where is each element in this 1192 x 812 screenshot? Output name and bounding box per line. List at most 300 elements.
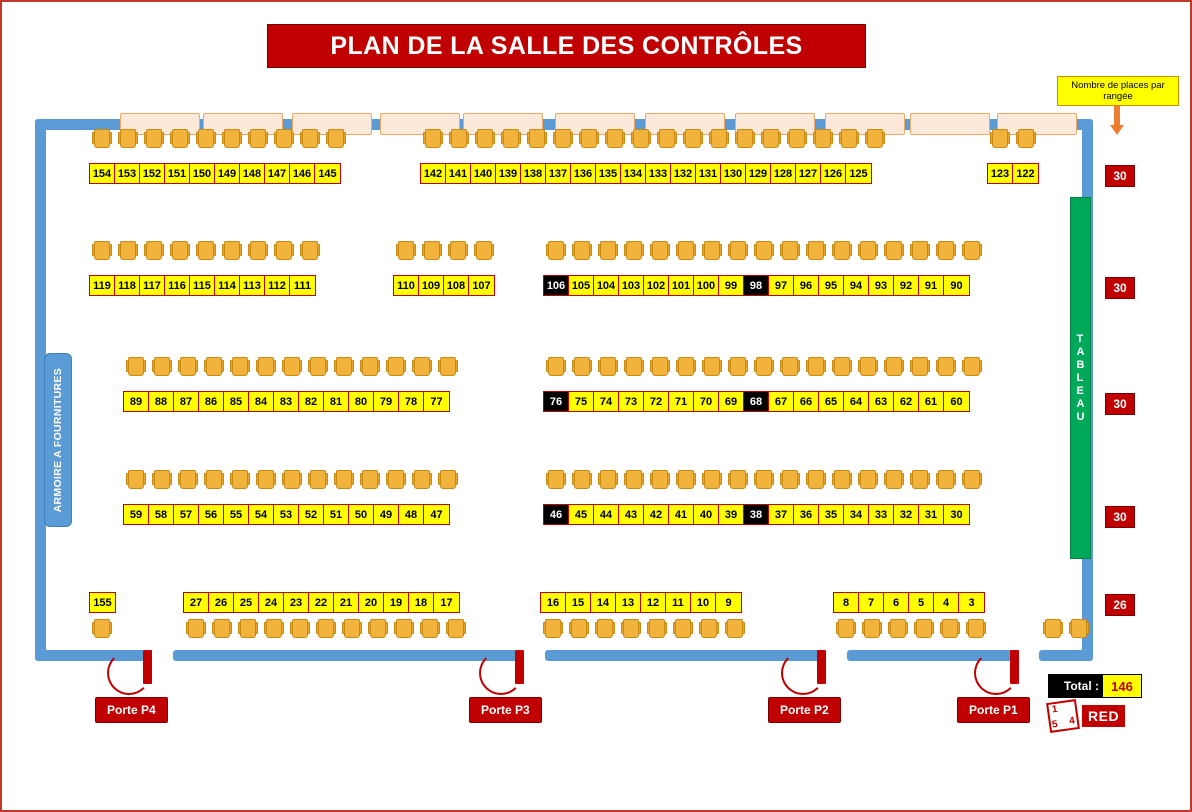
seat-number[interactable]: 117	[140, 276, 165, 295]
chair-icon	[600, 470, 616, 489]
seat-number[interactable]: 61	[919, 392, 944, 411]
seat-number[interactable]: 3	[959, 593, 984, 612]
chair-icon	[414, 357, 430, 376]
chair-icon	[258, 470, 274, 489]
chair-icon	[451, 129, 467, 148]
seat-number[interactable]: 132	[671, 164, 696, 183]
chair-icon	[548, 357, 564, 376]
chair-icon	[328, 129, 344, 148]
seat-number[interactable]: 50	[349, 505, 374, 524]
chair-icon	[992, 129, 1008, 148]
chair-icon	[938, 241, 954, 260]
seat-number[interactable]: 150	[190, 164, 215, 183]
room-area	[35, 119, 1093, 661]
seat-number[interactable]: 104	[594, 276, 619, 295]
seat-number[interactable]: 38	[744, 505, 769, 524]
seat-number[interactable]: 12	[641, 593, 666, 612]
chair-icon	[555, 129, 571, 148]
seat-number[interactable]: 17	[434, 593, 459, 612]
seat-number[interactable]: 78	[399, 392, 424, 411]
chair-icon	[344, 619, 360, 638]
chair-icon	[756, 357, 772, 376]
seat-number[interactable]: 140	[471, 164, 496, 183]
chair-icon	[626, 241, 642, 260]
chair-icon	[964, 470, 980, 489]
chair-icon	[266, 619, 282, 638]
seat-number[interactable]: 66	[794, 392, 819, 411]
seat-number[interactable]: 27	[184, 593, 209, 612]
row-count-badge: 30	[1105, 506, 1135, 528]
seat-number[interactable]: 36	[794, 505, 819, 524]
chair-icon	[425, 129, 441, 148]
seat-number[interactable]: 153	[115, 164, 140, 183]
seat-number[interactable]: 134	[621, 164, 646, 183]
seat-number[interactable]: 111	[290, 276, 315, 295]
seat-number[interactable]: 54	[249, 505, 274, 524]
seat-number[interactable]: 40	[694, 505, 719, 524]
seat-number-strip	[420, 163, 872, 184]
seat-number[interactable]: 62	[894, 392, 919, 411]
seat-number[interactable]: 91	[919, 276, 944, 295]
seat-number[interactable]: 39	[719, 505, 744, 524]
seat-number-strip	[89, 592, 116, 613]
chair-icon	[388, 357, 404, 376]
seat-number[interactable]: 146	[290, 164, 315, 183]
total-value: 146	[1103, 675, 1141, 697]
chair-icon	[649, 619, 665, 638]
seat-number[interactable]: 53	[274, 505, 299, 524]
seat-number[interactable]: 45	[569, 505, 594, 524]
chair-icon	[214, 619, 230, 638]
seat-number[interactable]: 9	[716, 593, 741, 612]
seat-number[interactable]: 64	[844, 392, 869, 411]
row-count-badge: 26	[1105, 594, 1135, 616]
chair-icon	[548, 241, 564, 260]
chair-icon	[912, 470, 928, 489]
chair-icon	[704, 241, 720, 260]
chair-icon	[652, 241, 668, 260]
chair-icon	[864, 619, 880, 638]
chair-icon	[396, 619, 412, 638]
seat-number[interactable]: 37	[769, 505, 794, 524]
chair-icon	[834, 241, 850, 260]
seat-number[interactable]: 93	[869, 276, 894, 295]
chair-icon	[841, 129, 857, 148]
chair-icon	[968, 619, 984, 638]
door-swing-p1	[974, 651, 1018, 695]
seat-number[interactable]: 80	[349, 392, 374, 411]
chair-icon	[678, 470, 694, 489]
chair-icon	[838, 619, 854, 638]
seat-number-strip	[89, 163, 341, 184]
seat-number[interactable]: 44	[594, 505, 619, 524]
seat-number[interactable]: 112	[265, 276, 290, 295]
chair-icon	[548, 470, 564, 489]
board-label: T A B L E A U	[1076, 332, 1085, 423]
seat-number[interactable]: 110	[394, 276, 419, 295]
seat-number[interactable]: 85	[224, 392, 249, 411]
seat-number[interactable]: 96	[794, 276, 819, 295]
row-count-badge: 30	[1105, 277, 1135, 299]
chair-icon	[128, 470, 144, 489]
seat-number[interactable]: 35	[819, 505, 844, 524]
chair-icon	[370, 619, 386, 638]
chair-icon	[678, 241, 694, 260]
seat-number-strip	[183, 592, 460, 613]
seat-number[interactable]: 119	[90, 276, 115, 295]
chair-icon	[685, 129, 701, 148]
chair-icon	[440, 357, 456, 376]
seat-number[interactable]: 127	[796, 164, 821, 183]
door-label-p3[interactable]: Porte P3	[469, 697, 542, 723]
chair-icon	[1018, 129, 1034, 148]
chair-icon	[232, 470, 248, 489]
chair-icon	[886, 357, 902, 376]
seat-number[interactable]: 65	[819, 392, 844, 411]
seat-number[interactable]: 8	[834, 593, 859, 612]
chair-icon	[782, 241, 798, 260]
seat-number[interactable]: 95	[819, 276, 844, 295]
seat-number[interactable]: 77	[424, 392, 449, 411]
seat-number[interactable]: 105	[569, 276, 594, 295]
seat-number[interactable]: 55	[224, 505, 249, 524]
seat-number-strip	[987, 163, 1039, 184]
board-tableau	[1070, 197, 1091, 559]
chair-icon	[860, 241, 876, 260]
seat-number[interactable]: 100	[694, 276, 719, 295]
chair-icon	[808, 357, 824, 376]
chair-icon	[623, 619, 639, 638]
desk	[910, 113, 990, 135]
seat-number[interactable]: 13	[616, 593, 641, 612]
dice-icon	[1046, 699, 1080, 733]
chair-icon	[916, 619, 932, 638]
seat-number[interactable]: 88	[149, 392, 174, 411]
seat-number[interactable]: 75	[569, 392, 594, 411]
chair-icon	[756, 470, 772, 489]
seat-number[interactable]: 114	[215, 276, 240, 295]
chair-icon	[834, 470, 850, 489]
seat-number[interactable]: 123	[988, 164, 1013, 183]
chair-icon	[942, 619, 958, 638]
seat-number[interactable]: 47	[424, 505, 449, 524]
chair-icon	[302, 129, 318, 148]
chair-icon	[398, 241, 414, 260]
chair-icon	[860, 470, 876, 489]
seat-number[interactable]: 155	[90, 593, 115, 612]
seat-number[interactable]: 87	[174, 392, 199, 411]
seat-number[interactable]: 92	[894, 276, 919, 295]
chair-icon	[860, 357, 876, 376]
seat-number[interactable]: 149	[215, 164, 240, 183]
supply-cabinet	[44, 353, 72, 527]
seat-number[interactable]: 15	[566, 593, 591, 612]
seat-number[interactable]: 106	[544, 276, 569, 295]
seat-number[interactable]: 98	[744, 276, 769, 295]
chair-icon	[94, 619, 110, 638]
chair-icon	[789, 129, 805, 148]
seat-number[interactable]: 141	[446, 164, 471, 183]
seat-number[interactable]: 86	[199, 392, 224, 411]
seat-number[interactable]: 63	[869, 392, 894, 411]
seat-number[interactable]: 26	[209, 593, 234, 612]
seat-number[interactable]: 133	[646, 164, 671, 183]
seat-number[interactable]: 99	[719, 276, 744, 295]
door-swing-p2	[781, 651, 825, 695]
chair-icon	[763, 129, 779, 148]
legend-callout	[1057, 76, 1179, 106]
seat-number-strip	[833, 592, 985, 613]
chair-icon	[476, 241, 492, 260]
seat-number[interactable]: 139	[496, 164, 521, 183]
chair-icon	[154, 357, 170, 376]
seat-number[interactable]: 48	[399, 505, 424, 524]
chair-icon	[886, 470, 902, 489]
chair-icon	[362, 357, 378, 376]
chair-icon	[730, 470, 746, 489]
seat-number[interactable]: 46	[544, 505, 569, 524]
chair-icon	[450, 241, 466, 260]
seat-number[interactable]: 125	[846, 164, 871, 183]
seat-number[interactable]: 10	[691, 593, 716, 612]
seat-number[interactable]: 11	[666, 593, 691, 612]
chair-icon	[128, 357, 144, 376]
seat-number[interactable]: 6	[884, 593, 909, 612]
chair-icon	[711, 129, 727, 148]
chair-icon	[1071, 619, 1087, 638]
seat-number[interactable]: 71	[669, 392, 694, 411]
chair-icon	[782, 357, 798, 376]
seat-number[interactable]: 103	[619, 276, 644, 295]
seat-number[interactable]: 76	[544, 392, 569, 411]
seat-number[interactable]: 147	[265, 164, 290, 183]
supply-cabinet-label: ARMOIRE A FOURNITURES	[52, 367, 64, 513]
seat-number[interactable]: 101	[669, 276, 694, 295]
seat-number[interactable]: 18	[409, 593, 434, 612]
seat-number[interactable]: 70	[694, 392, 719, 411]
chair-icon	[626, 357, 642, 376]
chair-icon	[503, 129, 519, 148]
chair-icon	[172, 241, 188, 260]
chair-icon	[607, 129, 623, 148]
chair-icon	[180, 357, 196, 376]
seat-number[interactable]: 31	[919, 505, 944, 524]
chair-icon	[834, 357, 850, 376]
seat-number[interactable]: 90	[944, 276, 969, 295]
seat-number[interactable]: 52	[299, 505, 324, 524]
chair-icon	[581, 129, 597, 148]
chair-icon	[659, 129, 675, 148]
seat-number-strip	[393, 275, 495, 296]
chair-icon	[302, 241, 318, 260]
seat-number[interactable]: 82	[299, 392, 324, 411]
seat-number[interactable]: 56	[199, 505, 224, 524]
legend-text: Nombre de places par rangée	[1071, 80, 1165, 102]
seat-number[interactable]: 97	[769, 276, 794, 295]
chair-icon	[782, 470, 798, 489]
chair-icon	[424, 241, 440, 260]
chair-icon	[964, 357, 980, 376]
seat-number[interactable]: 116	[165, 276, 190, 295]
chair-icon	[336, 470, 352, 489]
seat-number-strip	[543, 504, 970, 525]
seat-number[interactable]: 145	[315, 164, 340, 183]
chair-icon	[198, 241, 214, 260]
chair-icon	[284, 470, 300, 489]
chair-icon	[574, 470, 590, 489]
seat-number[interactable]: 107	[469, 276, 494, 295]
seat-number[interactable]: 68	[744, 392, 769, 411]
chair-icon	[388, 470, 404, 489]
chair-icon	[224, 129, 240, 148]
chair-icon	[154, 470, 170, 489]
seat-number[interactable]: 67	[769, 392, 794, 411]
door-label-p1[interactable]: Porte P1	[957, 697, 1030, 723]
seat-number-strip	[543, 391, 970, 412]
seat-number[interactable]: 94	[844, 276, 869, 295]
seat-number[interactable]: 102	[644, 276, 669, 295]
seat-number[interactable]: 42	[644, 505, 669, 524]
seat-number[interactable]: 113	[240, 276, 265, 295]
seat-number[interactable]: 22	[309, 593, 334, 612]
seat-number[interactable]: 73	[619, 392, 644, 411]
seat-number[interactable]: 138	[521, 164, 546, 183]
seat-number[interactable]: 24	[259, 593, 284, 612]
chair-icon	[448, 619, 464, 638]
seat-number[interactable]: 16	[541, 593, 566, 612]
seat-number[interactable]: 81	[324, 392, 349, 411]
chair-icon	[120, 241, 136, 260]
seat-number[interactable]: 49	[374, 505, 399, 524]
seat-number[interactable]: 109	[419, 276, 444, 295]
seat-number[interactable]: 7	[859, 593, 884, 612]
chair-icon	[318, 619, 334, 638]
chair-icon	[250, 129, 266, 148]
page-title-text: PLAN DE LA SALLE DES CONTRÔLES	[330, 31, 803, 60]
seat-number[interactable]: 41	[669, 505, 694, 524]
chair-icon	[188, 619, 204, 638]
seat-number[interactable]: 128	[771, 164, 796, 183]
chair-icon	[633, 129, 649, 148]
seat-number[interactable]: 30	[944, 505, 969, 524]
chair-icon	[545, 619, 561, 638]
seat-number-strip	[89, 275, 316, 296]
chair-icon	[867, 129, 883, 148]
chair-icon	[276, 129, 292, 148]
chair-icon	[198, 129, 214, 148]
seat-number[interactable]: 89	[124, 392, 149, 411]
chair-icon	[652, 470, 668, 489]
seat-number[interactable]: 14	[591, 593, 616, 612]
wall-bottom-segment	[173, 650, 518, 661]
chair-icon	[284, 357, 300, 376]
seat-number[interactable]: 131	[696, 164, 721, 183]
seat-number[interactable]: 59	[124, 505, 149, 524]
chair-icon	[529, 129, 545, 148]
chair-icon	[704, 357, 720, 376]
seat-number[interactable]: 74	[594, 392, 619, 411]
seat-number[interactable]: 25	[234, 593, 259, 612]
seat-number[interactable]: 43	[619, 505, 644, 524]
chair-icon	[574, 357, 590, 376]
chair-icon	[571, 619, 587, 638]
seat-number[interactable]: 23	[284, 593, 309, 612]
seat-number[interactable]: 118	[115, 276, 140, 295]
seat-number[interactable]: 19	[384, 593, 409, 612]
logo	[1048, 701, 1140, 731]
wall-bottom-segment	[545, 650, 820, 661]
seat-number[interactable]: 83	[274, 392, 299, 411]
chair-icon	[310, 357, 326, 376]
seat-number[interactable]: 20	[359, 593, 384, 612]
seat-number[interactable]: 136	[571, 164, 596, 183]
chair-icon	[756, 241, 772, 260]
chair-icon	[94, 129, 110, 148]
chair-icon	[730, 241, 746, 260]
seat-number[interactable]: 79	[374, 392, 399, 411]
seat-number[interactable]: 152	[140, 164, 165, 183]
door-label-p4[interactable]: Porte P4	[95, 697, 168, 723]
seat-number[interactable]: 4	[934, 593, 959, 612]
seat-number[interactable]: 57	[174, 505, 199, 524]
total-label: Total :	[1049, 675, 1103, 697]
door-swing-p3	[479, 651, 523, 695]
seat-number[interactable]: 5	[909, 593, 934, 612]
seat-number[interactable]: 129	[746, 164, 771, 183]
chair-icon	[310, 470, 326, 489]
row-count-badge: 30	[1105, 165, 1135, 187]
seat-number[interactable]: 32	[894, 505, 919, 524]
seat-number[interactable]: 148	[240, 164, 265, 183]
seat-number[interactable]: 72	[644, 392, 669, 411]
door-swing-p4	[107, 651, 151, 695]
seat-number[interactable]: 151	[165, 164, 190, 183]
door-label-p2[interactable]: Porte P2	[768, 697, 841, 723]
chair-icon	[626, 470, 642, 489]
seat-number[interactable]: 142	[421, 164, 446, 183]
chair-icon	[890, 619, 906, 638]
seat-number[interactable]: 69	[719, 392, 744, 411]
seat-number[interactable]: 137	[546, 164, 571, 183]
seat-number[interactable]: 58	[149, 505, 174, 524]
seat-number[interactable]: 122	[1013, 164, 1038, 183]
seat-number[interactable]: 154	[90, 164, 115, 183]
seat-number[interactable]: 60	[944, 392, 969, 411]
chair-icon	[600, 241, 616, 260]
seat-number[interactable]: 108	[444, 276, 469, 295]
chair-icon	[206, 357, 222, 376]
seat-number-strip	[123, 391, 450, 412]
chair-icon	[964, 241, 980, 260]
chair-icon	[727, 619, 743, 638]
chair-icon	[938, 470, 954, 489]
seat-number[interactable]: 135	[596, 164, 621, 183]
chair-icon	[675, 619, 691, 638]
seat-number[interactable]: 21	[334, 593, 359, 612]
chair-icon	[574, 241, 590, 260]
chair-icon	[600, 357, 616, 376]
wall-bottom-segment	[1039, 650, 1093, 661]
chair-icon	[362, 470, 378, 489]
seat-number[interactable]: 51	[324, 505, 349, 524]
dice-digit: 4	[1068, 715, 1076, 728]
seat-number[interactable]: 115	[190, 276, 215, 295]
seat-number[interactable]: 34	[844, 505, 869, 524]
seat-number[interactable]: 33	[869, 505, 894, 524]
seat-number[interactable]: 84	[249, 392, 274, 411]
seat-number[interactable]: 130	[721, 164, 746, 183]
seat-number[interactable]: 126	[821, 164, 846, 183]
